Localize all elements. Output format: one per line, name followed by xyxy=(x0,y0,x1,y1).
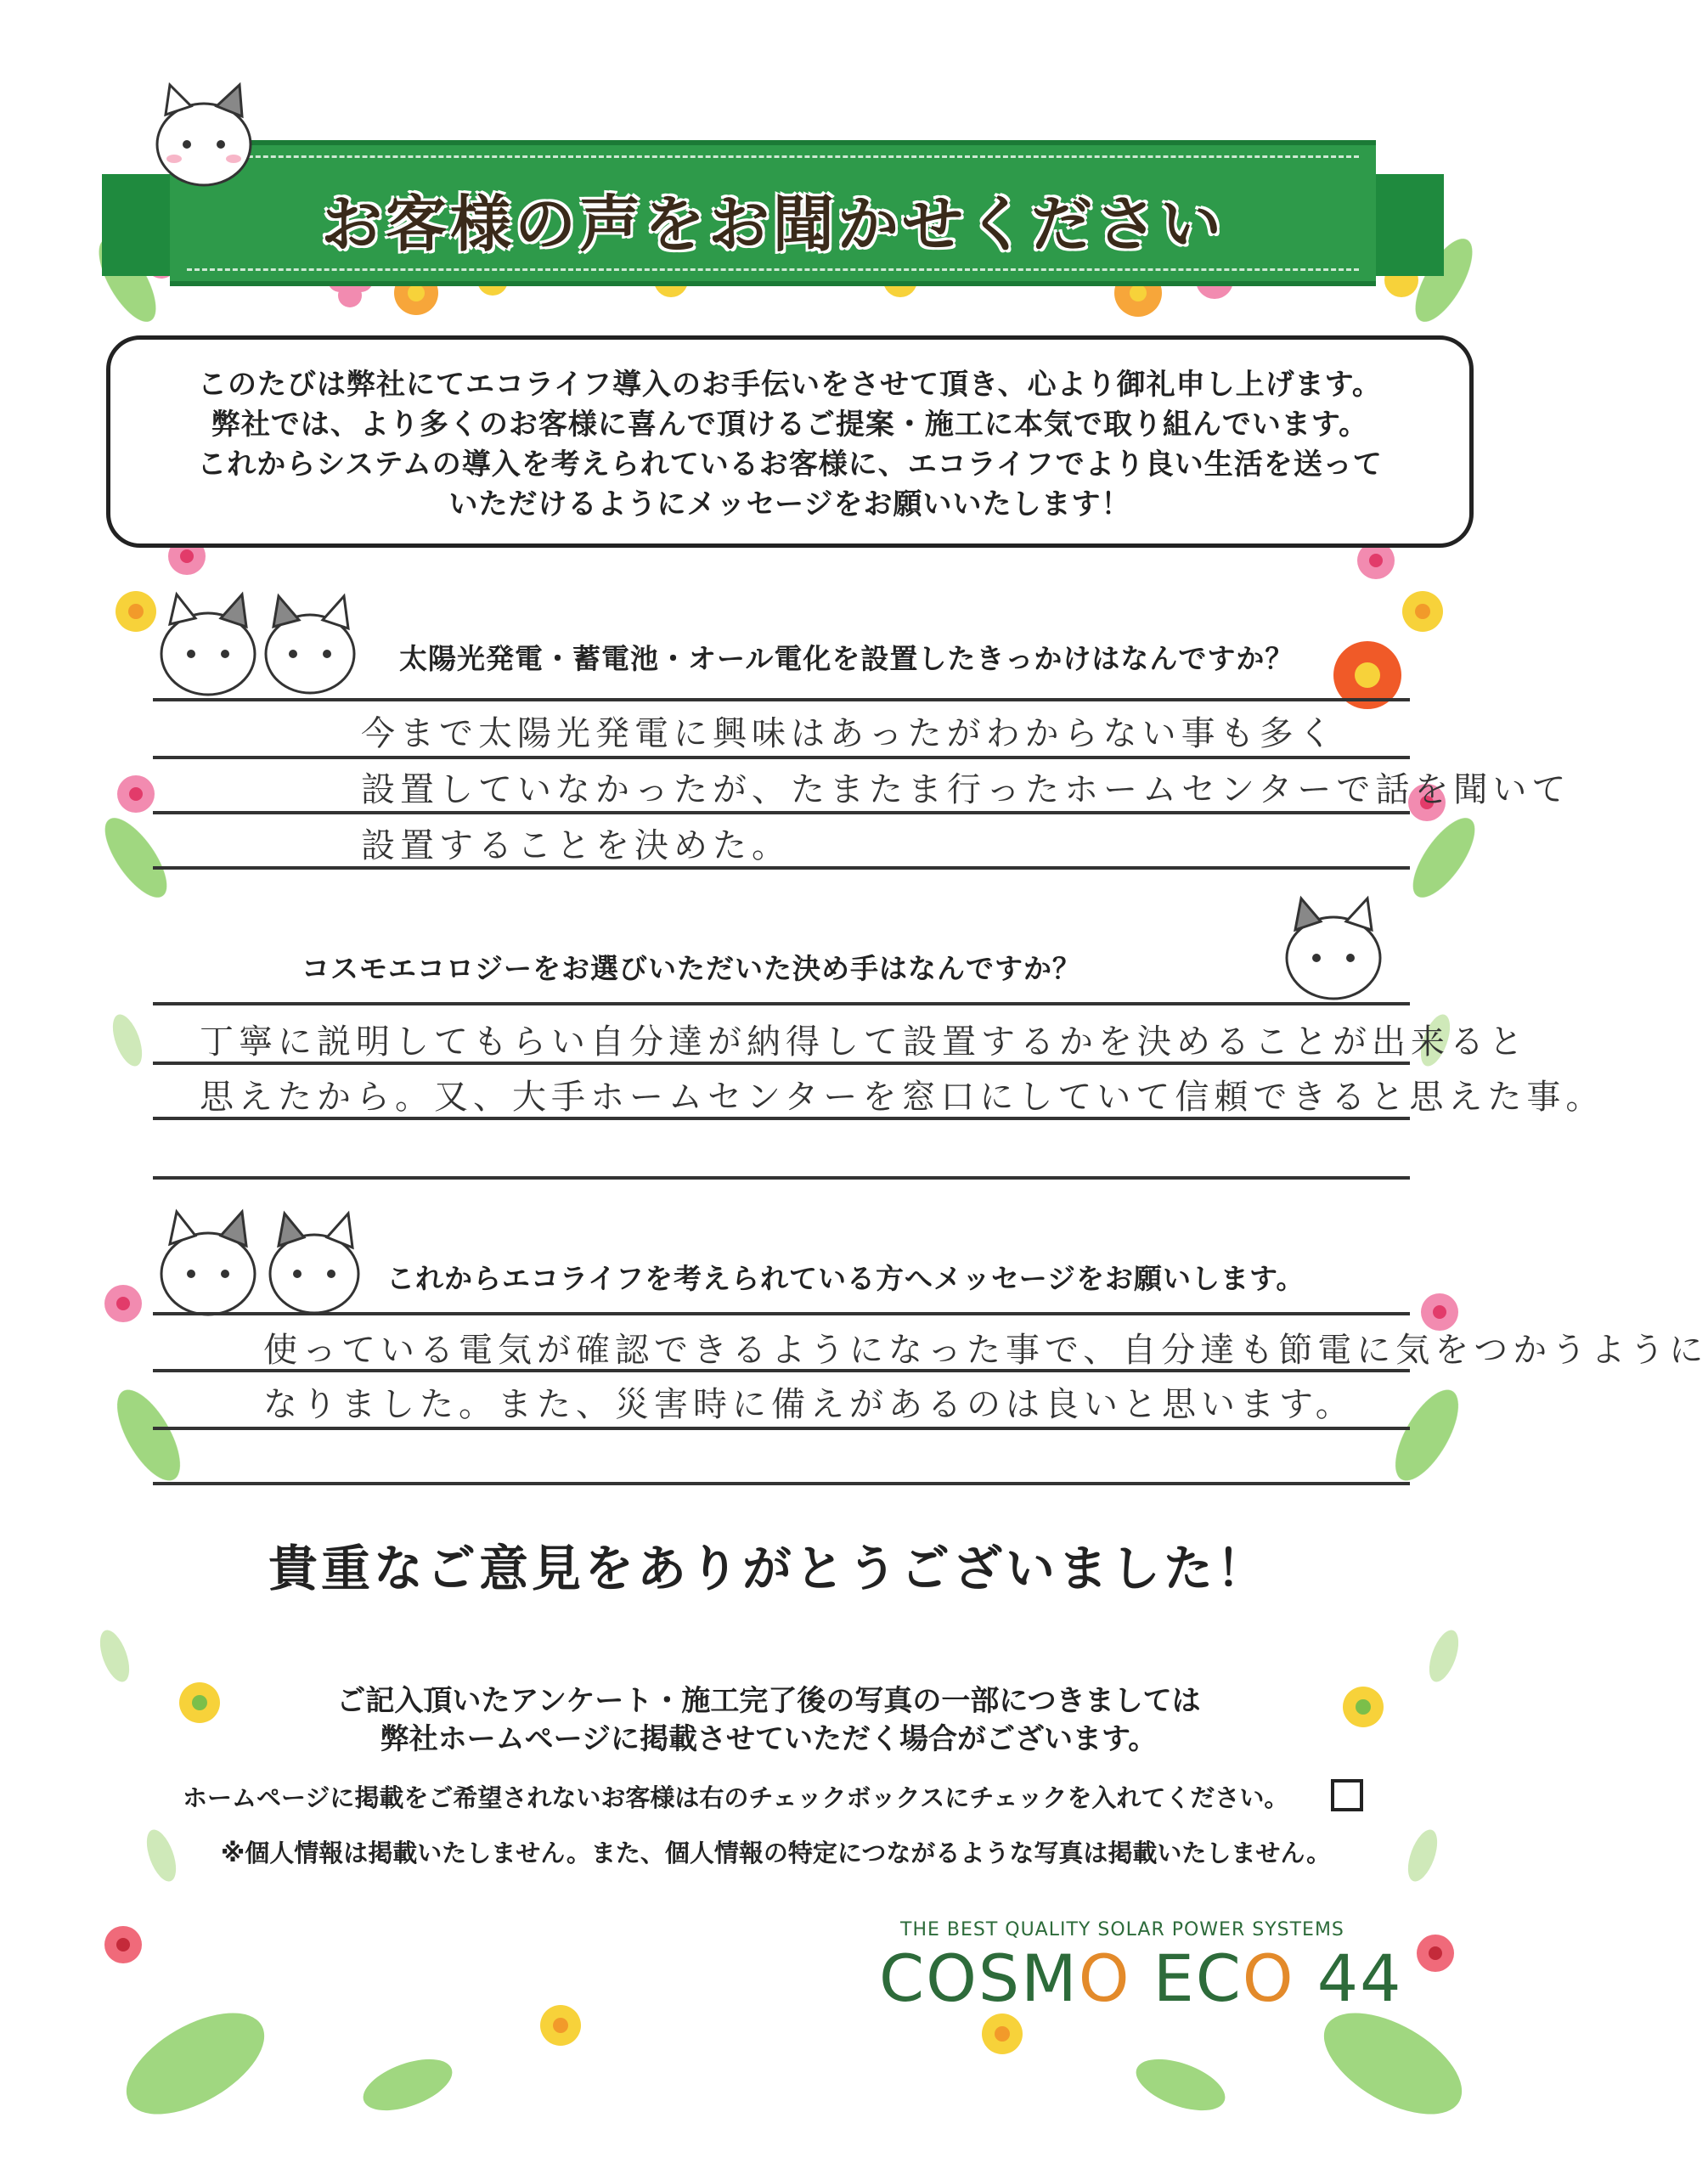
cats-illustration-q3 xyxy=(153,1202,374,1325)
cat-illustration-q2 xyxy=(1274,892,1393,1006)
answer-2-line-1: 丁寧に説明してもらい自分達が納得して設置するかを決めることが出来ると xyxy=(200,1022,1528,1062)
answer-1-line-3: 設置することを決めた。 xyxy=(361,826,791,865)
answer-line xyxy=(153,1176,1410,1180)
cat-illustration-top xyxy=(144,81,263,191)
publish-optout-label: ホームページに掲載をご希望されないお客様は右のチェックボックスにチェックを入れてください。 xyxy=(183,1783,1289,1812)
notice-line-1: ご記入頂いたアンケート・施工完了後の写真の一部につきましては xyxy=(336,1684,1201,1718)
answer-3-line-1: 使っている電気が確認できるようになった事で、自分達も節電に気をつかうように xyxy=(263,1331,1708,1370)
answer-line xyxy=(153,811,1410,814)
answer-line xyxy=(153,1312,1410,1315)
intro-line-3: これからシステムの導入を考えられているお客様に、エコライフでより良い生活を送って xyxy=(197,448,1383,482)
answer-1-line-1: 今まで太陽光発電に興味はあったがわからない事も多く xyxy=(361,714,1338,753)
logo-tagline: THE BEST QUALITY SOLAR POWER SYSTEMS xyxy=(900,1919,1344,1940)
notice-line-2: 弊社ホームページに掲載させていただく場合がございます。 xyxy=(380,1722,1158,1756)
title-banner xyxy=(170,140,1376,286)
logo-text-accent: O xyxy=(1242,1940,1295,2016)
thanks-message: 貴重なご意見をありがとうございました！ xyxy=(268,1540,1269,1597)
intro-line-4: いただけるようにメッセージをお願いいたします！ xyxy=(448,487,1131,521)
cats-illustration-q1 xyxy=(153,586,365,705)
answer-line xyxy=(153,1002,1410,1005)
question-1-label: 太陽光発電・蓄電池・オール電化を設置したきっかけはなんですか？ xyxy=(399,642,1294,675)
privacy-note: ※個人情報は掲載いたしません。また、個人情報の特定につながるような写真は掲載いたしません。 xyxy=(221,1839,1332,1867)
answer-2-line-2: 思えたから。又、大手ホームセンターを窓口にしていて信頼できると思えた事。 xyxy=(200,1078,1605,1117)
intro-line-1: このたびは弊社にてエコライフ導入のお手伝いをさせて頂き、心より御礼申し上げます。 xyxy=(198,368,1382,402)
question-3-label: これからエコライフを考えられている方へメッセージをお願いします。 xyxy=(386,1262,1305,1295)
company-logo xyxy=(879,1940,1402,2016)
intro-line-2: 弊社では、より多くのお客様に喜んで頂けるご提案・施工に本気で取り組んでいます。 xyxy=(211,408,1369,442)
logo-text: COSM xyxy=(879,1940,1079,2016)
answer-3-line-2: なりました。また、災害時に備えがあるのは良いと思います。 xyxy=(263,1385,1355,1424)
answer-line xyxy=(153,756,1410,759)
publish-optout-checkbox[interactable] xyxy=(1331,1779,1363,1811)
logo-text-accent: O xyxy=(1078,1940,1131,2016)
intro-box xyxy=(106,335,1474,548)
answer-line xyxy=(153,698,1410,701)
answer-line xyxy=(153,1482,1410,1485)
question-2-label: コスモエコロジーをお選びいただいた決め手はなんですか？ xyxy=(302,952,1081,985)
answer-1-line-2: 設置していなかったが、たまたま行ったホームセンターで話を聞いて xyxy=(361,770,1571,809)
logo-number: 44 xyxy=(1294,1940,1403,2016)
answer-line xyxy=(153,1427,1410,1430)
logo-text: EC xyxy=(1130,1940,1243,2016)
page-title: お客様の声をお聞かせください xyxy=(320,189,1225,260)
